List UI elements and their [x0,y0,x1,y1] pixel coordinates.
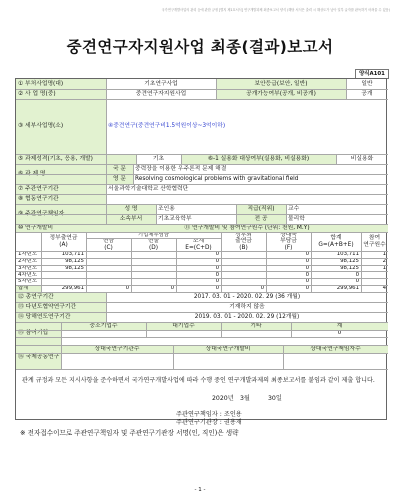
budget-cell-total: 299,961 [336,285,359,292]
grid-v-line [41,232,42,292]
budget-cell-gov: 98,125 [65,258,84,265]
grid-v-line [236,204,237,224]
label-intl-budget: 상대국연구개발비 [173,345,283,353]
col-non-gov-l1: 정부외 [235,232,252,238]
grid-v-line [283,345,284,369]
budget-caption: ⑪ 연구개발비 및 참여연구원수 (단위: 천원, M.Y) [184,224,310,231]
budget-cell-year: 합계 [16,285,41,292]
budget-cell-subtotal: 0 [215,271,219,278]
grid-h-line [16,312,388,313]
signer-lead: 주관연구책임자 : 조인용 [176,411,242,418]
budget-cell-other: 0 [305,285,309,292]
grid-v-line [311,232,312,292]
grid-v-line [133,164,134,184]
value-title-english: Resolving cosmological problems with gravitational field [135,175,299,182]
budget-cell-local [221,251,266,258]
budget-cell-year: 1차년도 [18,251,38,258]
grid-h-line [16,224,388,225]
budget-cell-subtotal: 0 [215,278,219,285]
grid-v-line [266,232,267,292]
col-group-enterprise: 기업체부담금 [137,232,170,238]
grid-h-line [16,214,388,215]
budget-cell-subtotal: 0 [215,264,219,271]
value-project-nature: 기초 [152,155,165,162]
grid-v-line [86,232,87,292]
col-gov-fund-l2: (A) [59,241,68,248]
value-disclosure: 공개 [361,90,373,97]
label-principal-investigator: ⑨ 주관연구책임자 [16,204,106,224]
budget-cell-year: 3차년도 [18,264,38,271]
label-subprogram: ③ 세부사업명(소) [16,99,106,154]
grid-h-line [16,369,388,370]
value-program-name: 중견연구자지원사업 [135,90,187,97]
col-partner [266,232,311,251]
page-title: 중견연구자지원사업 최종(결과)보고서 [66,38,334,56]
grid-v-line [216,79,217,99]
header-note: 국가연구개발사업의 관리 등에 관한 규정 [별지 제1호서식] 연구개발과제 최종보고서 양식 (해당 서식은 출력 시 해상도가 낮아 일부 글자를 판독하기 어려울 수 있음) [161,8,390,12]
col-inkind-l1: 현물 [147,238,160,244]
budget-cell-year: 5차년도 [18,278,38,285]
grid-v-line [146,322,147,337]
col-researchers-l1: 참여 [368,234,381,241]
label-rnd-budget: ⑩ 연구개발비 [16,224,388,232]
value-sum-count: 0 [337,330,342,337]
grid-v-line [286,204,287,224]
grid-v-line [336,154,337,164]
grid-h-line [16,353,388,354]
budget-cell-local [221,258,266,265]
budget-cell-subtotal: 0 [215,258,219,265]
grid-v-line [221,232,222,292]
label-coop-institution: ⑧ 협동연구기관 [16,194,106,204]
col-gov-fund-l1: 정부출연금 [49,234,78,241]
budget-cell-gov [41,271,86,278]
col-subtotal-l1: 소계 [192,238,205,244]
grid-v-line [291,322,292,337]
grid-h-line [16,292,388,293]
col-partner-l1: 상대국 [280,232,297,238]
col-total-l1: 합계 [330,234,342,241]
budget-cell-total: 98,125 [340,258,359,265]
label-other-count: 기타 [221,322,291,330]
label-security-level: 보안등급(보안, 일반) [216,79,346,89]
budget-cell-inkind [131,258,176,265]
budget-cell-researchers: 2 [382,258,386,265]
grid-h-line [16,89,388,90]
col-subtotal-l2: E=(C+D) [185,244,212,251]
budget-cell-researchers: 1 [382,264,386,271]
budget-cell-gov: 299,961 [61,285,84,292]
label-project-nature: ⑤ 과제성격(기초, 응용, 개발) [16,154,136,164]
budget-cell-local [221,265,266,272]
signer-head: 주관연구기관장 : 권용재 [176,419,242,426]
value-security-level: 일반 [361,80,373,87]
grid-h-line [16,278,388,279]
label-pi-department: 소속부서 [106,214,156,224]
grid-v-line [173,345,174,369]
value-pi-major: 물리학 [288,215,305,222]
col-gov-fund [41,232,86,251]
footnote: ※ 전자접수이므로 주관연구책임자 및 주관연구기관장 서명(인, 직인)은 생략 [20,429,239,437]
date-month: 3월 [240,395,250,402]
grid-h-line [16,345,388,346]
grid-v-line [221,322,222,337]
grid-v-line [346,79,347,99]
budget-cell-other: 0 [305,278,309,285]
grid-v-line [156,204,157,224]
value-title-korean: 중력장을 이용한 우주론적 문제 해결 [135,165,227,172]
value-pi-position: 교수 [288,205,300,212]
grid-h-line [16,337,388,338]
col-non-gov [221,232,266,251]
label-sme-count: 중소기업수 [61,322,146,330]
grid-h-line [16,265,388,266]
value-commercialization: 비실용화 [350,155,374,162]
budget-cell-gov: 103,711 [61,251,84,258]
budget-cell-local: 0 [260,285,264,292]
label-disclosure: 공개가능여부(공개, 비공개) [216,89,346,99]
label-intl-research: ⑯ 국제공동연구 [16,345,61,369]
form-code-badge: 양식A101 [355,69,389,79]
label-pi-major: 전 공 [236,214,286,224]
value-pi-name: 조인용 [158,205,175,212]
grid-h-line [16,258,388,259]
label-large-firm-count: 대기업수 [146,322,221,330]
budget-cell-researchers [361,278,388,285]
label-participating-firms: ⑮ 참여기업 [16,322,61,345]
value-total-period: 2017. 03. 01 - 2020. 02. 29 (36 개월) [193,293,301,300]
label-multi-year-period: ⑬ 다년도협약연구기간 [16,302,106,312]
budget-cell-cash [86,271,131,278]
budget-cell-researchers: 1 [382,251,386,258]
col-partner-l3: (F) [284,244,293,251]
grid-h-line [16,184,388,185]
grid-v-line [176,238,177,292]
declaration-text: 관계 규정과 모든 지시사항을 준수하면서 국가연구개발사업에 따라 수행 중인 연구개발과제의 최종보고서를 붙임과 같이 제출 합니다. [22,376,375,384]
budget-cell-inkind [131,278,176,285]
label-commercialization: ⑥-1 실용화 대상여부(실용화, 비실용화) [181,154,336,164]
label-sum-count: 계 [291,322,388,330]
col-inkind [131,238,176,251]
value-pi-department: 기초교육학부 [158,215,192,222]
grid-h-line [16,330,388,331]
label-pi-position: 직급(직위) [236,204,286,214]
label-title-english: 영 문 [106,174,133,184]
value-current-year-period: 2019. 03. 01 - 2020. 02. 29 (12개월) [194,313,300,320]
budget-cell-total: 0 [355,278,359,285]
col-total-l2: G=(A+B+E) [318,241,354,248]
budget-cell-subtotal: 0 [215,285,219,292]
budget-cell-inkind [131,251,176,258]
col-cash-l2: (C) [104,244,113,251]
budget-cell-gov [41,278,86,285]
budget-cell-subtotal: 0 [215,251,219,258]
budget-cell-inkind: 0 [170,285,174,292]
col-total [311,232,361,251]
value-subprogram: ④중견연구(중견연구비1.5억원이상~3억이하) [108,123,226,130]
value-coop-institution [106,194,388,204]
budget-cell-cash [86,251,131,258]
grid-h-line [16,174,388,175]
label-pi-name: 성 명 [106,204,156,214]
grid-h-line [16,99,388,100]
col-subtotal [176,238,221,251]
grid-h-line [16,322,388,323]
grid-h-line [16,251,388,252]
label-total-period: ⑫ 총연구기간 [16,292,106,302]
grid-h-line [86,238,221,239]
budget-cell-cash: 0 [125,285,129,292]
grid-h-line [16,154,388,155]
budget-cell-researchers: 4 [382,285,386,292]
value-lead-institution: 서울과학기술대학교 산학협력단 [108,185,189,192]
grid-v-line [131,238,132,292]
label-ministry-program: ① 부처사업명(대) [16,79,106,89]
budget-cell-researchers [361,271,388,278]
budget-cell-cash [86,278,131,285]
label-project-title: ⑥ 과 제 명 [16,164,106,184]
page-number: - 1 - [194,487,206,493]
label-intl-institutions: 상대국연구기관수 [61,345,173,353]
label-lead-institution: ⑦ 주관연구기관 [16,184,106,194]
grid-h-line [16,164,388,165]
col-researchers [361,232,388,251]
col-cash-l1: 현금 [102,238,115,244]
grid-h-line [16,204,388,205]
budget-cell-year: 4차년도 [18,271,38,278]
date-year: 2020년 [212,395,234,402]
budget-cell-other: 0 [305,251,309,258]
budget-cell-gov: 98,125 [65,264,84,271]
budget-cell-total: 0 [355,271,359,278]
grid-v-line [61,322,62,369]
budget-cell-year: 2차년도 [18,258,38,265]
date-day: 30일 [268,395,282,402]
budget-cell-inkind [131,271,176,278]
col-non-gov-l2: 출연금 [235,238,252,245]
grid-h-line [16,271,388,272]
value-ministry-program: 기초연구사업 [144,80,178,87]
col-non-gov-l3: (B) [239,244,248,251]
grid-v-line [106,292,107,322]
label-title-korean: 국 문 [106,164,133,174]
grid-h-line [16,285,388,286]
budget-cell-local [221,278,266,285]
grid-h-line [16,194,388,195]
col-partner-l2: 부담금 [280,238,297,245]
budget-cell-other: 0 [305,271,309,278]
report-form [15,78,387,420]
budget-cell-other: 0 [305,258,309,265]
budget-cell-cash [86,265,131,272]
budget-cell-cash [86,258,131,265]
label-intl-researchers: 상대국연구책임자수 [283,345,388,353]
col-cash [86,238,131,251]
budget-cell-local [221,271,266,278]
col-researchers-l2: 연구원수 [363,241,386,248]
grid-v-line [136,154,137,164]
grid-h-line [16,232,388,233]
col-inkind-l2: (D) [149,244,158,251]
budget-cell-total: 103,711 [336,251,359,258]
col-year [16,232,41,251]
value-multi-year-period: 기재하지 않음 [229,303,265,310]
budget-cell-total: 98,125 [340,264,359,271]
grid-v-line [106,79,107,224]
grid-h-line [16,302,388,303]
label-program-name: ② 사 업 명(중) [16,89,106,99]
grid-v-line [181,154,182,164]
budget-cell-inkind [131,265,176,272]
budget-cell-other: 0 [305,264,309,271]
grid-v-line [361,232,362,292]
label-current-year-period: ⑭ 당해연도연구기간 [16,312,106,322]
